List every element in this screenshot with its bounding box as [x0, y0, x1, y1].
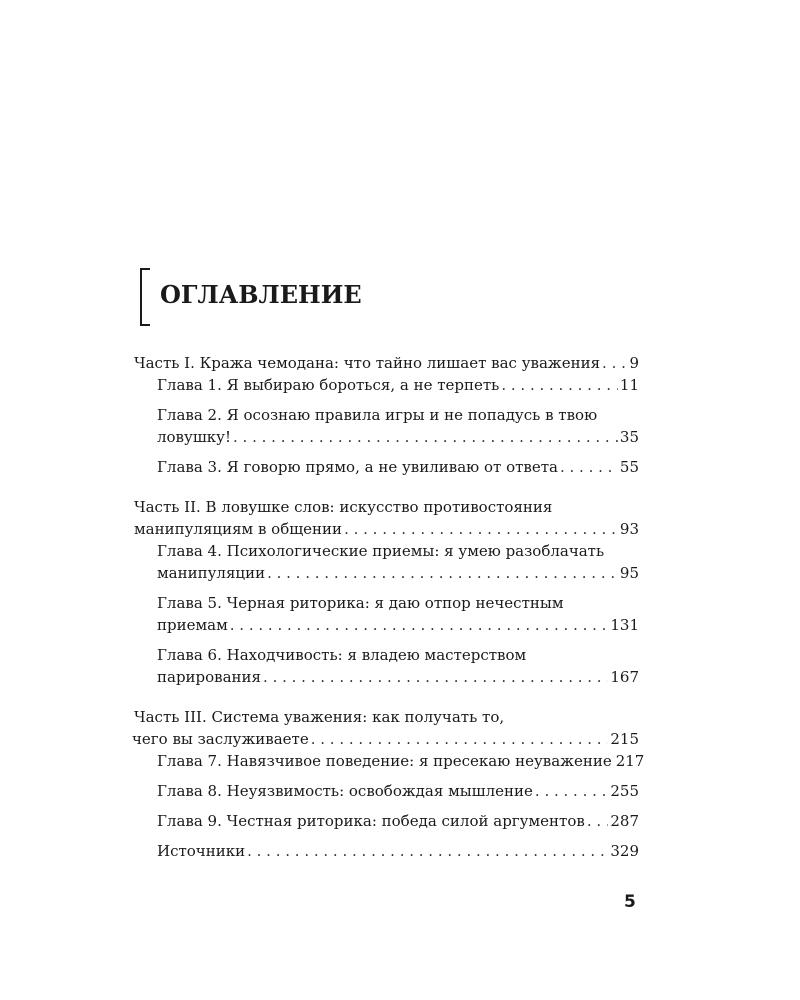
- page-number: 5: [624, 892, 636, 912]
- entry-page: 55: [619, 458, 639, 476]
- entry-page: 329: [610, 842, 639, 860]
- entry-title-line-2: чего вы заслуживаете: [132, 730, 309, 748]
- entry-title-line-2: приемам: [157, 616, 228, 634]
- toc-entry-part-2[interactable]: [134, 496, 639, 540]
- entry-title-line-2: парирования: [157, 668, 262, 686]
- toc-entry-chapter-1[interactable]: [134, 374, 639, 396]
- entry-title-line-1: Глава 4. Психологические приемы: я умею разоблачать: [157, 542, 605, 560]
- entry-page: 215: [610, 730, 639, 748]
- entry-title: Часть I. Кража чемодана: что тайно лишает вас уважения: [134, 354, 601, 372]
- entry-title-line-2: ловушку!: [157, 428, 232, 446]
- toc-entry-chapter-9[interactable]: [134, 810, 639, 832]
- entry-title-line-1: Глава 6. Находчивость: я владею мастерством: [157, 646, 527, 664]
- entry-page: 93: [619, 520, 639, 538]
- entry-page: 11: [619, 376, 639, 394]
- entry-page: 9: [629, 354, 639, 372]
- entry-page: 35: [619, 428, 639, 446]
- toc-entry-chapter-3[interactable]: [134, 456, 639, 478]
- entry-title: Глава 1. Я выбираю бороться, а не терпеть: [157, 376, 500, 394]
- entry-title-line-1: Часть II. В ловушке слов: искусство противостояния: [134, 498, 553, 516]
- toc-entry-part-1[interactable]: [134, 352, 639, 374]
- entry-title: Глава 7. Навязчивое поведение: я пресекаю неуважение: [157, 752, 612, 770]
- entry-title: Источники: [157, 842, 246, 860]
- toc-entry-chapter-2[interactable]: [134, 404, 639, 448]
- entry-title-line-1: Глава 2. Я осознаю правила игры и не попадусь в твою: [157, 406, 598, 424]
- toc-entry-part-3[interactable]: [134, 706, 639, 750]
- entry-page: 287: [610, 812, 639, 830]
- toc-entry-chapter-8[interactable]: [134, 780, 639, 802]
- entry-page: 217: [615, 752, 645, 770]
- toc-entry-chapter-4[interactable]: [134, 540, 639, 584]
- toc-entry-chapter-5[interactable]: [134, 592, 639, 636]
- toc-entry-chapter-7[interactable]: [134, 750, 645, 772]
- toc-entry-sources[interactable]: [134, 840, 639, 862]
- entry-title-line-1: Глава 5. Черная риторика: я даю отпор нечестным: [157, 594, 564, 612]
- entry-title-line-2: манипуляции: [157, 564, 266, 582]
- entry-title-line-1: Часть III. Система уважения: как получать то,: [134, 708, 505, 726]
- entry-title: Глава 8. Неуязвимость: освобождая мышление: [157, 782, 533, 800]
- entry-page: 131: [610, 616, 639, 634]
- entry-page: 95: [619, 564, 639, 582]
- entry-page: 255: [610, 782, 639, 800]
- heading-bracket-decoration: [140, 268, 150, 326]
- table-of-contents: [132, 352, 645, 862]
- entry-title-line-2: манипуляциям в общении: [134, 520, 343, 538]
- toc-entry-chapter-6[interactable]: [134, 644, 639, 688]
- heading-title: ОГЛАВЛЕНИЕ: [160, 280, 362, 309]
- entry-title: Глава 3. Я говорю прямо, а не увиливаю от ответа: [157, 458, 558, 476]
- entry-page: 167: [610, 668, 639, 686]
- entry-title: Глава 9. Честная риторика: победа силой аргументов: [157, 812, 585, 830]
